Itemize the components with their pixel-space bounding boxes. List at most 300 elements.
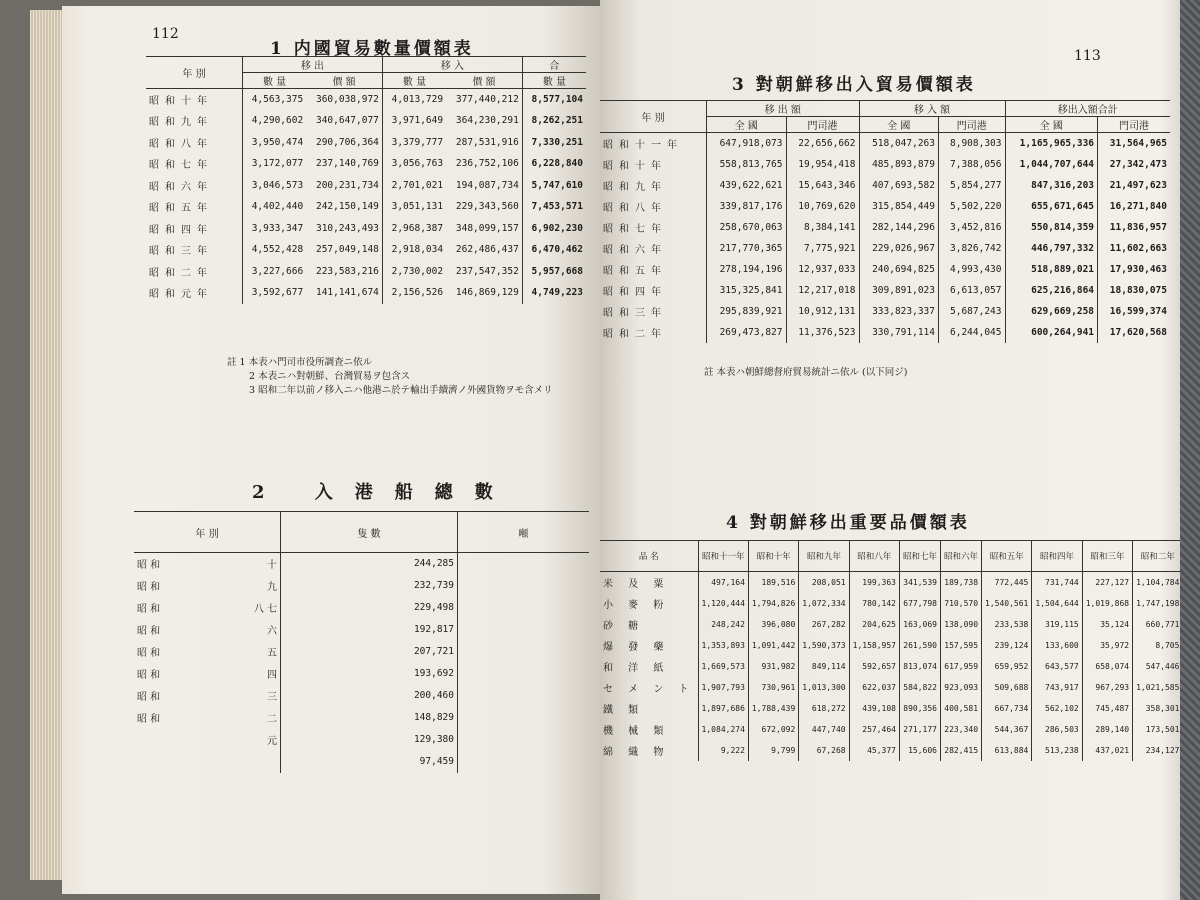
item-value: 257,464 (849, 719, 899, 740)
table1-header-total: 合 (522, 57, 586, 73)
table-row (600, 635, 1180, 656)
total-qty: 8,577,104 (522, 89, 586, 111)
item-value: 1,794,826 (748, 593, 798, 614)
export-value: 223,583,216 (315, 265, 379, 277)
tonnage (458, 619, 590, 641)
table-row (134, 751, 589, 773)
item-value: 358,301 (1133, 698, 1180, 719)
export-qty: 3,950,474 (243, 132, 307, 154)
item-value: 1,788,439 (748, 698, 798, 719)
item-value: 319,115 (1032, 614, 1082, 635)
item-value: 1,907,793 (698, 677, 748, 698)
table-row (146, 239, 586, 261)
import-all: 282,144,296 (859, 217, 939, 238)
table-row (600, 698, 1180, 719)
row-year: 昭和六年 (149, 181, 213, 193)
item-value: 1,747,198 (1133, 593, 1180, 614)
year-number: 三 (267, 692, 277, 703)
item-value: 710,570 (941, 593, 982, 614)
export-qty: 3,046,573 (243, 175, 307, 197)
table-row (600, 196, 1170, 217)
table-row (134, 597, 589, 619)
item-value: 659,952 (982, 656, 1032, 677)
table-row (146, 89, 586, 111)
export-value: 237,140,769 (315, 158, 379, 170)
import-moji: 6,244,045 (939, 322, 1006, 343)
export-qty: 3,227,666 (243, 261, 307, 283)
row-year: 昭和五年 (603, 265, 667, 277)
import-all: 229,026,967 (859, 238, 939, 259)
item-value: 163,069 (899, 614, 940, 635)
row-year-label (137, 622, 277, 637)
ship-count: 148,829 (281, 707, 458, 729)
table3-note: 註 本表ハ朝鮮總督府貿易統計ニ依ル (以下同ジ) (704, 367, 908, 378)
table-row (134, 619, 589, 641)
year-number: 六 (267, 626, 277, 637)
import-all: 518,047,263 (859, 133, 939, 154)
table-row (600, 217, 1170, 238)
item-value: 745,487 (1082, 698, 1132, 719)
item-value: 208,051 (799, 572, 849, 593)
item-value: 234,127 (1133, 740, 1180, 761)
table1-header-im-val: 價 額 (446, 73, 522, 89)
table4-header: 品 名 (600, 541, 698, 572)
item-value: 849,114 (799, 656, 849, 677)
item-value: 813,074 (899, 656, 940, 677)
export-value: 290,706,364 (315, 136, 379, 148)
total-moji: 16,271,840 (1098, 196, 1170, 217)
export-moji: 8,384,141 (786, 217, 859, 238)
item-value: 133,600 (1032, 635, 1082, 656)
export-value: 340,647,077 (315, 115, 379, 127)
import-qty: 3,971,649 (382, 110, 446, 132)
import-qty: 2,918,034 (382, 239, 446, 261)
tonnage (458, 597, 590, 619)
row-year-label (137, 732, 277, 747)
table-row (600, 238, 1170, 259)
table1-header-year: 年 別 (146, 57, 243, 89)
row-year: 昭和七年 (603, 223, 667, 235)
import-value: 236,752,106 (455, 158, 519, 170)
row-year (134, 663, 281, 685)
table3-header-t-all: 全 國 (1005, 117, 1098, 133)
item-value: 1,120,444 (698, 593, 748, 614)
table1-header-total-qty: 數 量 (522, 73, 586, 89)
tonnage (458, 663, 590, 685)
table4-title: 4 對朝鮮移出重要品價額表 (726, 513, 970, 533)
import-qty: 2,701,021 (382, 175, 446, 197)
table2-header-tonnage: 噸 (458, 512, 590, 553)
table3-header-ex-moji: 門司港 (786, 117, 859, 133)
item-name: 鐵 類 (603, 704, 645, 716)
total-moji: 18,830,075 (1098, 280, 1170, 301)
row-year: 昭和元年 (149, 289, 213, 301)
item-value: 396,080 (748, 614, 798, 635)
row-year: 昭和四年 (603, 286, 667, 298)
item-name: 和 洋 紙 (603, 662, 670, 674)
item-value: 643,577 (1032, 656, 1082, 677)
import-value: 229,343,560 (455, 201, 519, 213)
import-qty: 3,379,777 (382, 132, 446, 154)
row-year (134, 641, 281, 663)
item-value: 204,625 (849, 614, 899, 635)
export-moji: 12,937,033 (786, 259, 859, 280)
export-qty: 4,563,375 (243, 89, 307, 111)
total-qty: 7,330,251 (522, 132, 586, 154)
item-value: 967,293 (1082, 677, 1132, 698)
table4-header: 昭和十一年 (698, 541, 748, 572)
row-year (134, 751, 281, 773)
total-all: 629,669,258 (1005, 301, 1098, 322)
item-value: 289,140 (1082, 719, 1132, 740)
item-value: 1,353,893 (698, 635, 748, 656)
import-value: 237,547,352 (455, 265, 519, 277)
row-year: 昭和二年 (603, 328, 667, 340)
table1-header-import: 移 入 (382, 57, 522, 73)
tonnage (458, 641, 590, 663)
item-value: 931,982 (748, 656, 798, 677)
row-year-label (137, 578, 277, 593)
item-value: 45,377 (849, 740, 899, 761)
item-value: 592,657 (849, 656, 899, 677)
total-all: 655,671,645 (1005, 196, 1098, 217)
import-moji: 3,452,816 (939, 217, 1006, 238)
total-qty: 6,228,840 (522, 153, 586, 175)
table1-header-ex-val: 價 額 (306, 73, 382, 89)
table4-header: 昭和三年 (1082, 541, 1132, 572)
table-row (600, 740, 1180, 761)
item-value: 223,340 (941, 719, 982, 740)
table-row (600, 259, 1170, 280)
export-all: 269,473,827 (707, 322, 787, 343)
tonnage (458, 729, 590, 751)
ship-count: 192,817 (281, 619, 458, 641)
import-qty: 3,056,763 (382, 153, 446, 175)
import-all: 315,854,449 (859, 196, 939, 217)
total-moji: 17,620,568 (1098, 322, 1170, 343)
year-number: 十 (267, 560, 277, 572)
item-value: 286,503 (1032, 719, 1082, 740)
row-year: 昭和十年 (603, 160, 667, 172)
table-row (600, 677, 1180, 698)
item-value: 261,590 (899, 635, 940, 656)
item-value: 233,538 (982, 614, 1032, 635)
export-all: 439,622,621 (707, 175, 787, 196)
table1-header-export: 移 出 (243, 57, 383, 73)
row-year (134, 575, 281, 597)
total-moji: 11,836,957 (1098, 217, 1170, 238)
item-value: 497,164 (698, 572, 748, 593)
year-number: 九 (267, 582, 277, 593)
total-all: 625,216,864 (1005, 280, 1098, 301)
ship-count: 200,460 (281, 685, 458, 707)
table-row (134, 641, 589, 663)
export-qty: 3,172,077 (243, 153, 307, 175)
import-qty: 4,013,729 (382, 89, 446, 111)
tonnage (458, 751, 590, 773)
item-value: 923,093 (941, 677, 982, 698)
row-year (134, 685, 281, 707)
table3-header-import: 移 入 額 (859, 101, 1005, 117)
table2-header-count: 隻 數 (281, 512, 458, 553)
import-value: 262,486,437 (455, 244, 519, 256)
item-value: 1,021,585 (1133, 677, 1180, 698)
item-value: 227,127 (1082, 572, 1132, 593)
item-value: 400,581 (941, 698, 982, 719)
table3-header-t-moji: 門司港 (1098, 117, 1170, 133)
page-number-left: 112 (152, 26, 179, 42)
total-all: 1,165,965,336 (1005, 133, 1098, 154)
item-value: 1,084,274 (698, 719, 748, 740)
item-name: 綿 織 物 (603, 746, 670, 758)
row-year: 昭和九年 (149, 117, 213, 129)
year-number: 四 (267, 670, 277, 681)
total-moji: 17,930,463 (1098, 259, 1170, 280)
item-value: 731,744 (1032, 572, 1082, 593)
import-value: 194,087,734 (455, 179, 519, 191)
item-value: 547,446 (1133, 656, 1180, 677)
item-value: 1,504,644 (1032, 593, 1082, 614)
total-all: 550,814,359 (1005, 217, 1098, 238)
item-value: 562,102 (1032, 698, 1082, 719)
item-value: 509,688 (982, 677, 1032, 698)
export-moji: 22,656,662 (786, 133, 859, 154)
item-value: 730,961 (748, 677, 798, 698)
row-year-label (137, 600, 277, 615)
year-number: 八 七 (253, 604, 277, 615)
row-year-label (137, 556, 277, 571)
table-row (600, 301, 1170, 322)
row-year: 昭和五年 (149, 203, 213, 215)
item-value: 9,799 (748, 740, 798, 761)
item-value: 341,539 (899, 572, 940, 593)
era-label: 昭 和 (137, 714, 161, 725)
export-moji: 15,643,346 (786, 175, 859, 196)
row-year-label (137, 666, 277, 681)
import-moji: 6,613,057 (939, 280, 1006, 301)
ship-count: 129,380 (281, 729, 458, 751)
item-value: 35,124 (1082, 614, 1132, 635)
export-qty: 4,552,428 (243, 239, 307, 261)
total-all: 847,316,203 (1005, 175, 1098, 196)
table-row (600, 280, 1170, 301)
export-value: 242,150,149 (315, 201, 379, 213)
item-value: 15,606 (899, 740, 940, 761)
table4-header: 昭和十年 (748, 541, 798, 572)
item-value: 613,884 (982, 740, 1032, 761)
item-value: 1,669,573 (698, 656, 748, 677)
import-all: 240,694,825 (859, 259, 939, 280)
row-year: 昭和十一年 (603, 139, 683, 151)
left-page (62, 6, 600, 894)
import-all: 485,893,879 (859, 154, 939, 175)
table3-header-im-all: 全 國 (859, 117, 939, 133)
item-value: 772,445 (982, 572, 1032, 593)
total-qty: 6,470,462 (522, 239, 586, 261)
total-moji: 27,342,473 (1098, 154, 1170, 175)
item-value: 447,740 (799, 719, 849, 740)
table1-domestic-trade (146, 56, 586, 304)
table-row (600, 572, 1180, 593)
ship-count: 229,498 (281, 597, 458, 619)
item-value: 617,959 (941, 656, 982, 677)
import-all: 309,891,023 (859, 280, 939, 301)
item-value: 544,367 (982, 719, 1032, 740)
table-row (146, 153, 586, 175)
total-all: 600,264,941 (1005, 322, 1098, 343)
import-moji: 5,502,220 (939, 196, 1006, 217)
item-value: 189,516 (748, 572, 798, 593)
item-name: 機 械 類 (603, 725, 670, 737)
row-year: 昭和二年 (149, 267, 213, 279)
item-value: 239,124 (982, 635, 1032, 656)
table3-korea-trade (600, 100, 1170, 343)
row-year: 昭和九年 (603, 181, 667, 193)
item-value: 282,415 (941, 740, 982, 761)
table1-header-im-qty: 數 量 (382, 73, 446, 89)
era-label: 昭 和 (137, 692, 161, 703)
table-row (146, 282, 586, 304)
item-value: 743,917 (1032, 677, 1082, 698)
item-name: 米 及 粟 (603, 578, 670, 590)
table3-header-export: 移 出 額 (707, 101, 860, 117)
table-row (134, 663, 589, 685)
total-moji: 21,497,623 (1098, 175, 1170, 196)
total-moji: 11,602,663 (1098, 238, 1170, 259)
table1-note: 註 1 本表ハ門司市役所調査ニ依ル (227, 357, 373, 368)
export-all: 558,813,765 (707, 154, 787, 175)
export-all: 217,770,365 (707, 238, 787, 259)
item-value: 271,177 (899, 719, 940, 740)
item-value: 8,705 (1133, 635, 1180, 656)
item-value: 35,972 (1082, 635, 1132, 656)
item-value: 1,158,957 (849, 635, 899, 656)
item-name: 爆 發 藥 (603, 641, 670, 653)
row-year: 昭和八年 (149, 138, 213, 150)
total-qty: 5,957,668 (522, 261, 586, 283)
year-number: 元 (267, 736, 277, 747)
table-row (146, 175, 586, 197)
import-value: 377,440,212 (455, 94, 519, 105)
table-row (600, 175, 1170, 196)
row-year-label (137, 688, 277, 703)
ship-count: 232,739 (281, 575, 458, 597)
table2-title: 2 入港船總數 (252, 482, 515, 503)
item-value: 439,108 (849, 698, 899, 719)
export-all: 315,325,841 (707, 280, 787, 301)
era-label: 昭 和 (137, 582, 161, 593)
item-value: 9,222 (698, 740, 748, 761)
ship-count: 207,721 (281, 641, 458, 663)
item-value: 660,771 (1133, 614, 1180, 635)
export-moji: 7,775,921 (786, 238, 859, 259)
table2-header-year: 年 別 (134, 512, 281, 553)
item-value: 584,822 (899, 677, 940, 698)
row-year: 昭和十年 (149, 96, 213, 107)
table4-header: 昭和六年 (941, 541, 982, 572)
item-value: 1,104,784 (1133, 572, 1180, 593)
item-value: 138,090 (941, 614, 982, 635)
table-row (146, 261, 586, 283)
item-value: 618,272 (799, 698, 849, 719)
table-row (134, 685, 589, 707)
item-value: 1,540,561 (982, 593, 1032, 614)
table-row (134, 553, 589, 575)
export-value: 257,049,148 (315, 244, 379, 256)
total-all: 1,044,707,644 (1005, 154, 1098, 175)
era-label: 昭 和 (137, 604, 161, 615)
ship-count: 97,459 (281, 751, 458, 773)
row-year (134, 597, 281, 619)
table1-notes (227, 356, 553, 398)
item-value: 622,037 (849, 677, 899, 698)
import-all: 330,791,114 (859, 322, 939, 343)
export-moji: 11,376,523 (786, 322, 859, 343)
table-row (134, 707, 589, 729)
table3-header-year: 年 別 (600, 101, 707, 133)
import-moji: 5,854,277 (939, 175, 1006, 196)
total-qty: 8,262,251 (522, 110, 586, 132)
item-value: 658,074 (1082, 656, 1132, 677)
year-number: 二 (267, 714, 277, 725)
table-row (600, 322, 1170, 343)
table-row (600, 133, 1170, 154)
import-qty: 2,968,387 (382, 218, 446, 240)
table3-header-im-moji: 門司港 (939, 117, 1006, 133)
export-moji: 10,912,131 (786, 301, 859, 322)
table-row (600, 593, 1180, 614)
ship-count: 193,692 (281, 663, 458, 685)
item-name: セ メ ン ト (603, 683, 695, 695)
export-qty: 3,933,347 (243, 218, 307, 240)
table-row (600, 154, 1170, 175)
total-qty: 6,902,230 (522, 218, 586, 240)
table4-header: 昭和二年 (1133, 541, 1180, 572)
export-value: 200,231,734 (315, 179, 379, 191)
export-value: 141,141,674 (315, 287, 379, 299)
export-moji: 12,217,018 (786, 280, 859, 301)
table-row (600, 614, 1180, 635)
table-row (146, 132, 586, 154)
item-value: 1,590,373 (799, 635, 849, 656)
import-moji: 7,388,056 (939, 154, 1006, 175)
total-qty: 4,749,223 (522, 282, 586, 304)
export-all: 647,918,073 (707, 133, 787, 154)
import-all: 407,693,582 (859, 175, 939, 196)
import-value: 364,230,291 (455, 115, 519, 127)
total-qty: 7,453,571 (522, 196, 586, 218)
table4-header: 昭和七年 (899, 541, 940, 572)
total-moji: 16,599,374 (1098, 301, 1170, 322)
table-row (146, 110, 586, 132)
row-year: 昭和四年 (149, 224, 213, 236)
row-year (134, 553, 281, 575)
row-year-label (137, 710, 277, 725)
row-year: 昭和六年 (603, 244, 667, 256)
table3-title: 3 對朝鮮移出入貿易價額表 (732, 75, 976, 95)
item-value: 199,363 (849, 572, 899, 593)
table-row (146, 218, 586, 240)
right-page (600, 0, 1180, 900)
table-row (134, 729, 589, 751)
tonnage (458, 685, 590, 707)
import-qty: 2,156,526 (382, 282, 446, 304)
export-qty: 3,592,677 (243, 282, 307, 304)
table3-header-ex-all: 全 國 (707, 117, 787, 133)
item-value: 1,013,300 (799, 677, 849, 698)
table1-header-ex-qty: 數 量 (243, 73, 307, 89)
row-year: 昭和三年 (149, 246, 213, 258)
